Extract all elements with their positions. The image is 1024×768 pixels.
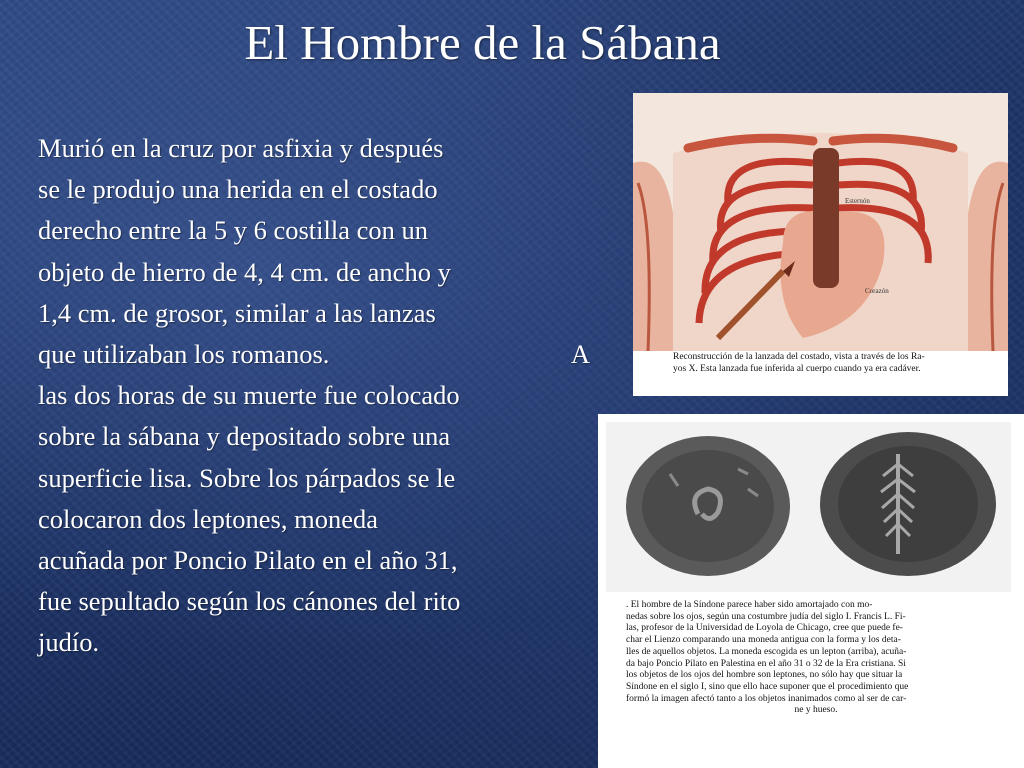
caption-line: lles de aquellos objetos. La moneda escogida es un lepton (arriba), acuña-	[626, 646, 907, 657]
xray-reconstruction-figure	[633, 93, 1008, 396]
slide-title: El Hombre de la Sábana	[244, 15, 721, 70]
body-line: fue sepultado según los cánones del rito	[38, 586, 461, 617]
xray-caption	[673, 351, 1003, 375]
caption-line: Reconstrucción de la lanzada del costado, vista a través de los Ra-	[673, 352, 925, 362]
body-line: colocaron dos leptones, moneda	[38, 503, 378, 534]
body-line: objeto de hierro de 4, 4 cm. de ancho y	[38, 256, 451, 287]
body-line-part: que utilizaban los romanos.	[38, 339, 330, 370]
caption-line: las, profesor de la Universidad de Loyola de Chicago, cree que puede fe-	[626, 623, 903, 634]
coins-photo	[598, 414, 1024, 594]
body-line: se le produjo una herida en el costado	[38, 174, 438, 205]
body-line: Murió en la cruz por asfixia y después	[38, 133, 444, 163]
body-line: acuñada por Poncio Pilato en el año 31,	[38, 545, 458, 576]
caption-line: nedas sobre los ojos, según una costumbre judía del siglo I. Francis L. Fi-	[626, 611, 906, 622]
caption-line: char el Lienzo comparando una moneda antigua con la forma y los deta-	[626, 635, 901, 646]
body-line: superficie lisa. Sobre los párpados se le	[38, 462, 456, 493]
caption-line: Síndone en el siglo I, sino que ello hace suponer que el procedimiento que	[626, 681, 909, 692]
body-line	[38, 334, 590, 375]
body-line: 1,4 cm. de grosor, similar a las lanzas	[38, 297, 436, 328]
sternum-label: Esternón	[845, 197, 870, 205]
body-line-part: A	[570, 339, 590, 370]
body-text	[38, 128, 600, 664]
body-line: las dos horas de su muerte fue colocado	[38, 380, 460, 411]
caption-line: ne y hueso.	[794, 705, 838, 716]
caption-line: yos X. Esta lanzada fue inferida al cuerpo cuando ya era cadáver.	[673, 364, 921, 374]
body-line: sobre la sábana y depositado sobre una	[38, 421, 451, 452]
caption-line: los objetos de los ojos del hombre son leptones, no sólo hay que situar la	[626, 670, 903, 681]
caption-line: formó la imagen afectó tanto a los objetos inanimados como al ser de car-	[626, 693, 907, 704]
coins-caption	[626, 600, 1006, 717]
caption-line: . El hombre de la Síndone parece haber sido amortajado con mo-	[626, 600, 873, 610]
lepton-coins-figure	[598, 414, 1024, 768]
body-line: judío.	[38, 627, 100, 658]
heart-label: Corazón	[865, 287, 889, 295]
caption-line: da bajo Poncio Pilato en Palestina en el año 31 o 32 de la Era cristiana. Si	[626, 658, 906, 669]
body-line: derecho entre la 5 y 6 costilla con un	[38, 215, 428, 246]
xray-illustration	[633, 93, 1008, 351]
